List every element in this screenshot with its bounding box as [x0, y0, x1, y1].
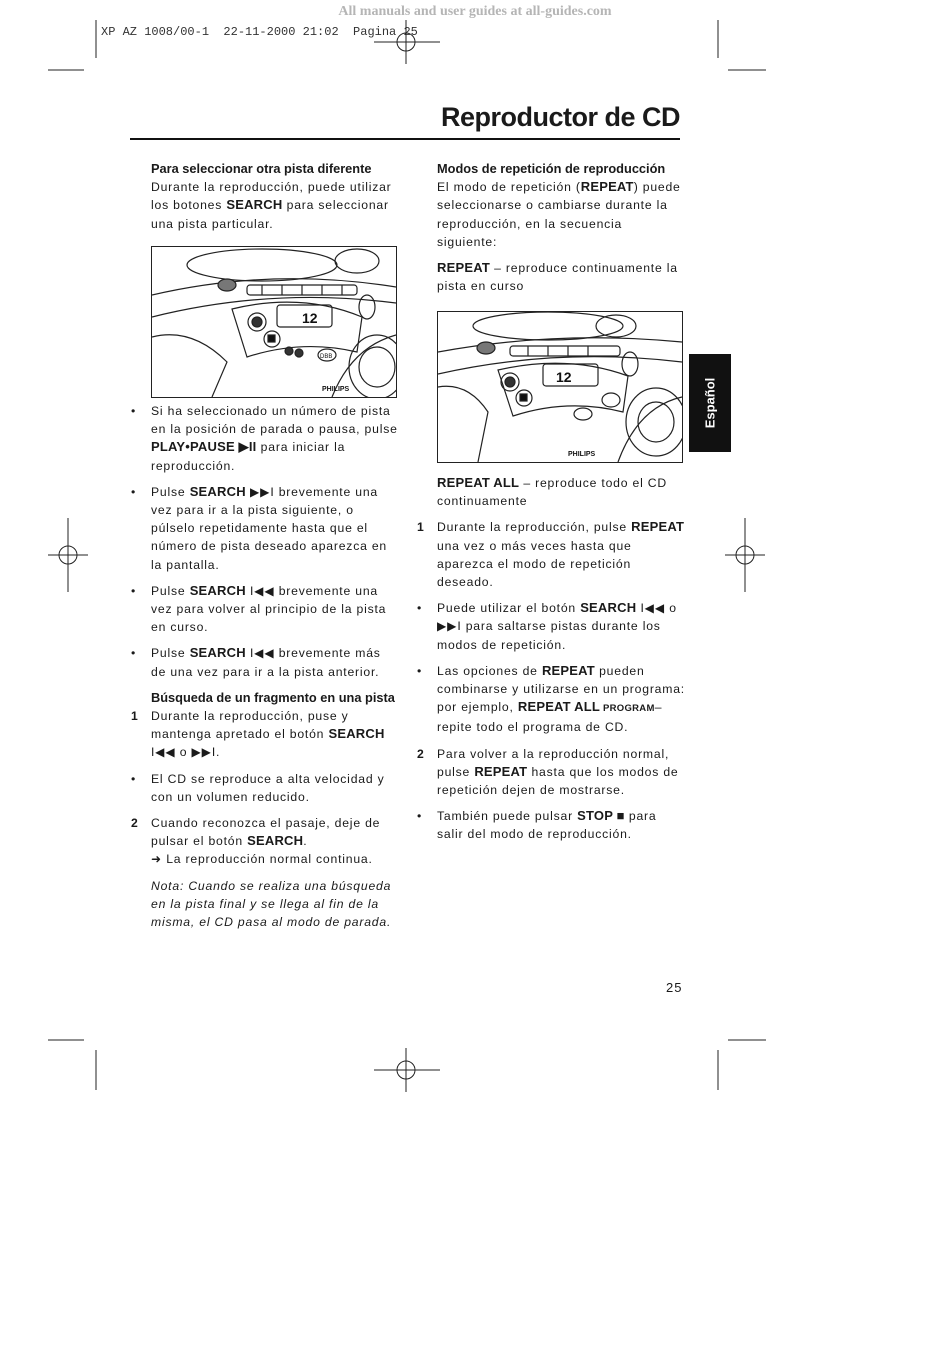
left-column-lower [131, 402, 399, 939]
page-title: Reproductor de CD [440, 102, 680, 132]
list-item: • Si ha seleccionado un número de pista en la posición de parada o pausa, pulse PLAY•PAUSE ▶II para iniciar la reproducción. [131, 404, 398, 473]
left-column [151, 160, 399, 241]
section-heading-search: Búsqueda de un fragmento en una pista [151, 689, 395, 705]
list-item: • El CD se reproduce a alta velocidad y con un volumen reducido. [131, 771, 385, 804]
registration-mark-right [725, 518, 765, 592]
right-column-lower [417, 474, 685, 852]
watermark: All manuals and user guides at all-guides.com [338, 4, 612, 19]
boombox-drawing-2 [438, 312, 682, 462]
page-number: 25 [666, 980, 683, 995]
svg-text:12: 12 [302, 310, 318, 326]
numbered-step: 2 Cuando reconozca el pasaje, deje de pulsar el botón SEARCH. ➜ La reproducción normal continua. [131, 816, 381, 867]
registration-mark-left [48, 518, 88, 592]
language-tab-label: Español [702, 377, 718, 429]
numbered-step: 1 Durante la reproducción, puse y mantenga apretado el botón SEARCH I◀◀ o ▶▶I. [131, 709, 385, 760]
section-heading-repeat: Modos de repetición de reproducción [437, 161, 666, 176]
numbered-step: 1 Durante la reproducción, pulse REPEAT una vez o más veces hasta que aparezca el modo de repetición deseado. [417, 519, 685, 590]
right-column [437, 160, 685, 303]
list-item: • Pulse SEARCH I◀◀ brevemente una vez para volver al principio de la pista en curso. [131, 582, 387, 635]
svg-text:PHILIPS: PHILIPS [322, 386, 350, 393]
print-slug: XP AZ 1008/00-1 22-11-2000 21:02 Pagina 25 [101, 25, 418, 39]
section-heading-other-track: Para seleccionar otra pista diferente [151, 161, 372, 176]
paragraph: El modo de repetición (REPEAT) puede seleccionarse o cambiarse durante la reproducción, en la secuencia siguiente: [437, 179, 681, 249]
title-rule [130, 138, 680, 140]
registration-mark-bottom [374, 1048, 440, 1092]
language-tab [689, 354, 731, 452]
list-item: • También puede pulsar STOP ■ para salir del modo de reproducción. [417, 808, 657, 842]
paragraph: Durante la reproducción, puede utilizar los botones SEARCH para seleccionar una pista particular. [151, 180, 392, 231]
registration-mark-top [374, 20, 440, 64]
list-item: • Puede utilizar el botón SEARCH I◀◀ o ▶▶I para saltarse pistas durante los modos de repetición. [417, 600, 677, 652]
note: Nota: Cuando se realiza una búsqueda en la pista final y se llega al fin de la misma, el CD pasa al modo de parada. [151, 878, 392, 930]
svg-text:PHILIPS: PHILIPS [568, 451, 596, 458]
boombox-drawing [152, 247, 396, 397]
numbered-step: 2 Para volver a la reproducción normal, pulse REPEAT hasta que los modos de repetición dejen de mostrarse. [417, 746, 679, 798]
list-item: • Pulse SEARCH I◀◀ brevemente más de una vez para ir a la pista anterior. [131, 645, 381, 679]
svg-text:DBB: DBB [320, 354, 333, 360]
list-item: • Las opciones de REPEAT pueden combinarse y utilizarse en un programa: por ejemplo, REPEAT ALL PROGRAM– repite todo el programa de CD. [417, 662, 685, 735]
boombox-illustration-2 [437, 311, 683, 463]
svg-text:12: 12 [556, 369, 572, 385]
paragraph: REPEAT ALL – reproduce todo el CD continuamente [437, 475, 667, 509]
boombox-illustration [151, 246, 397, 398]
paragraph: REPEAT – reproduce continuamente la pista en curso [437, 260, 678, 294]
list-item: • Pulse SEARCH ▶▶I brevemente una vez para ir a la pista siguiente, o púlselo repetidamente hasta que el número de pista deseado aparezca en la pantalla. [131, 483, 388, 572]
